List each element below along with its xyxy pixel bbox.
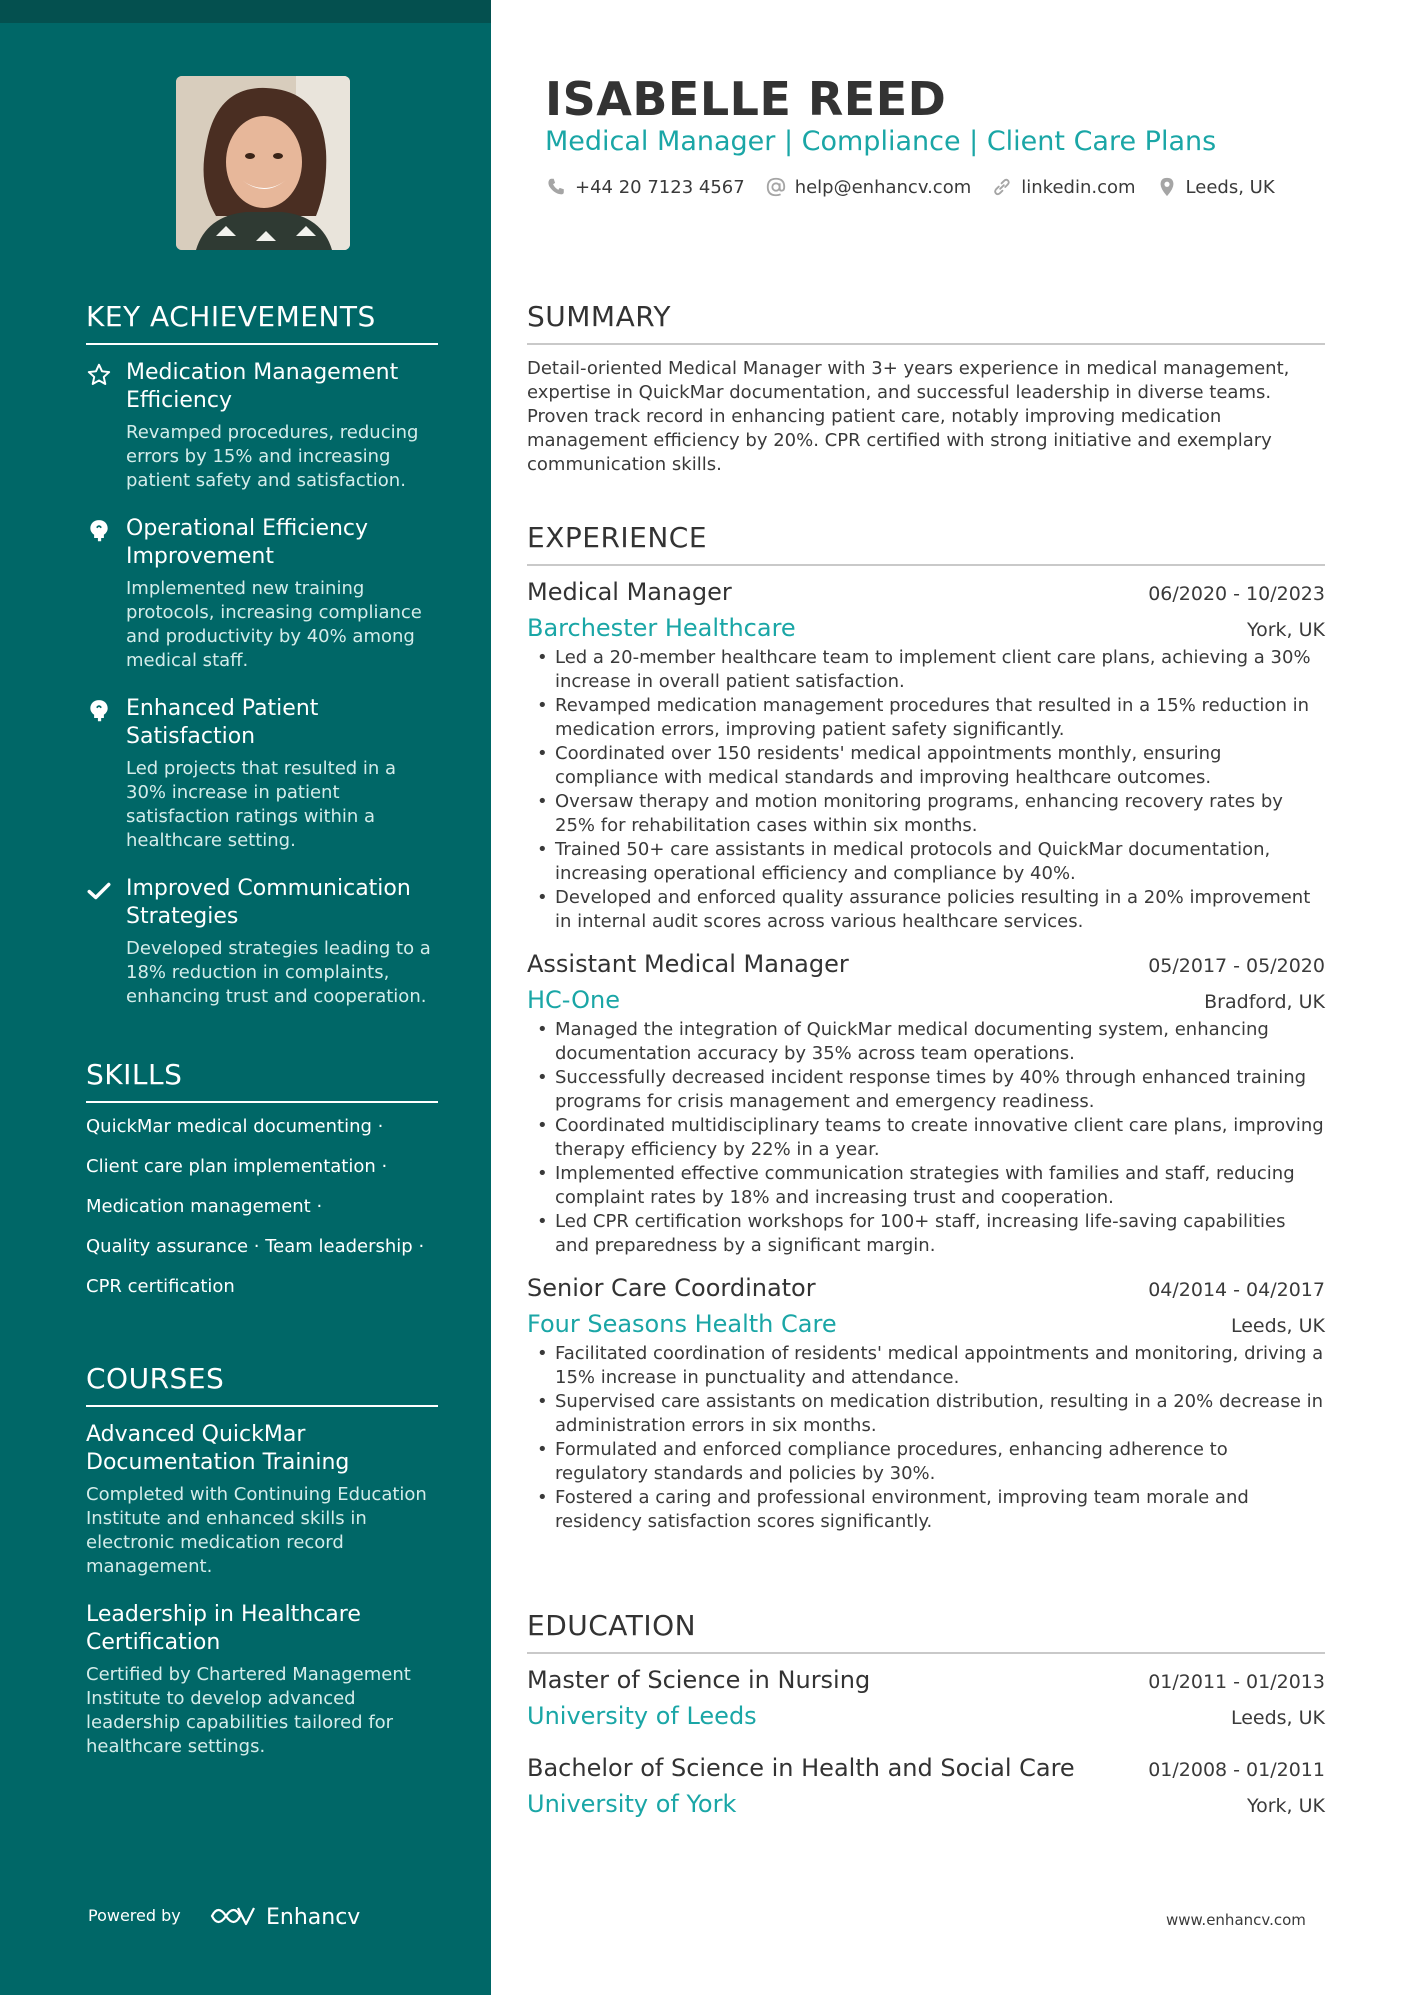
course-title: Leadership in Healthcare Certification bbox=[86, 1602, 361, 1655]
courses-section bbox=[86, 1362, 438, 1759]
achievement-desc: Revamped procedures, reducing errors by 15% and increasing patient safety and satisfaction. bbox=[126, 422, 419, 491]
achievement-item bbox=[86, 515, 438, 673]
contact-linkedin[interactable] bbox=[991, 176, 1135, 198]
contact-linkedin-text: linkedin.com bbox=[1021, 176, 1136, 198]
achievements-title: KEY ACHIEVEMENTS bbox=[86, 300, 438, 345]
phone-icon bbox=[545, 176, 567, 198]
job-title: Senior Care Coordinator bbox=[527, 1274, 816, 1302]
job-bullet: • Developed and enforced quality assurance policies resulting in a 20% improvement in internal audit scores across various healthcare services. bbox=[527, 886, 1325, 934]
achievement-title: Improved Communication Strategies bbox=[126, 876, 411, 929]
job-bullet: • Coordinated over 150 residents' medical appointments monthly, ensuring compliance with medical standards and improving healthcare outcomes. bbox=[527, 742, 1325, 790]
summary-text: Detail-oriented Medical Manager with 3+ years experience in medical management, expertise in QuickMar documentation, and successful leadership in diverse teams. Proven track record in enhancing patient care, notably improving medication management efficiency by 20%. CPR certified with strong initiative and exemplary communication skills. bbox=[527, 358, 1290, 475]
experience-section bbox=[527, 521, 1325, 1534]
job-location: York, UK bbox=[1247, 619, 1325, 641]
job-location: Bradford, UK bbox=[1204, 991, 1325, 1013]
enhancv-brand-text: Enhancv bbox=[266, 1905, 361, 1930]
job-bullet: • Supervised care assistants on medication distribution, resulting in a 20% decrease in administration errors in six months. bbox=[527, 1390, 1325, 1438]
education-degree: Bachelor of Science in Health and Social Care bbox=[527, 1754, 1075, 1782]
candidate-name: ISABELLE REED bbox=[545, 72, 947, 126]
courses-title: COURSES bbox=[86, 1362, 438, 1407]
powered-by-label: Powered by bbox=[88, 1906, 181, 1925]
job-bullets bbox=[527, 1018, 1325, 1258]
achievement-title: Medication Management Efficiency bbox=[126, 360, 399, 413]
job-company: Barchester Healthcare bbox=[527, 614, 796, 642]
contact-email-text: help@enhancv.com bbox=[794, 176, 972, 198]
skill-line: Medication management · bbox=[86, 1196, 323, 1217]
skill-line: Quality assurance · Team leadership · bbox=[86, 1236, 425, 1257]
achievement-item bbox=[86, 695, 438, 853]
sidebar-top-bar bbox=[0, 0, 491, 23]
job-bullets bbox=[527, 1342, 1325, 1534]
achievements-section bbox=[86, 300, 438, 1009]
achievement-item bbox=[86, 359, 438, 493]
course-title: Advanced QuickMar Documentation Training bbox=[86, 1422, 350, 1475]
check-icon bbox=[86, 878, 112, 904]
job-bullet: • Led CPR certification workshops for 100+ staff, increasing life-saving capabilities and preparedness by a significant margin. bbox=[527, 1210, 1325, 1258]
job-entry bbox=[527, 1272, 1325, 1534]
job-bullet: • Revamped medication management procedures that resulted in a 15% reduction in medication errors, improving patient safety significantly. bbox=[527, 694, 1325, 742]
job-title: Assistant Medical Manager bbox=[527, 950, 849, 978]
experience-title: EXPERIENCE bbox=[527, 521, 1325, 566]
education-title: EDUCATION bbox=[527, 1609, 1325, 1654]
job-entry bbox=[527, 948, 1325, 1258]
education-location: Leeds, UK bbox=[1230, 1707, 1325, 1729]
contact-email[interactable] bbox=[765, 176, 972, 198]
education-school: University of York bbox=[527, 1790, 737, 1818]
job-bullets bbox=[527, 646, 1325, 934]
job-bullet: • Led a 20-member healthcare team to implement client care plans, achieving a 30% increase in overall patient satisfaction. bbox=[527, 646, 1325, 694]
job-location: Leeds, UK bbox=[1230, 1315, 1325, 1337]
contact-location bbox=[1156, 176, 1275, 198]
contact-phone-text: +44 20 7123 4567 bbox=[575, 176, 745, 198]
lightbulb-icon bbox=[86, 698, 112, 724]
avatar bbox=[176, 76, 350, 250]
job-bullet: • Implemented effective communication strategies with families and staff, reducing complaint rates by 18% and increasing trust and cooperation. bbox=[527, 1162, 1325, 1210]
job-bullet: • Formulated and enforced compliance procedures, enhancing adherence to regulatory standards and policies by 30%. bbox=[527, 1438, 1325, 1486]
achievement-desc: Developed strategies leading to a 18% reduction in complaints, enhancing trust and cooperation. bbox=[126, 938, 431, 1007]
education-degree: Master of Science in Nursing bbox=[527, 1666, 871, 1694]
course-item bbox=[86, 1601, 438, 1759]
education-location: York, UK bbox=[1247, 1795, 1325, 1817]
link-icon bbox=[991, 176, 1013, 198]
job-bullet: • Successfully decreased incident response times by 40% through enhanced training programs for crisis management and emergency readiness. bbox=[527, 1066, 1325, 1114]
education-dates: 01/2008 - 01/2011 bbox=[1148, 1759, 1325, 1781]
headline: Medical Manager | Compliance | Client Care Plans bbox=[545, 126, 1217, 157]
job-bullet: • Fostered a caring and professional environment, improving team morale and residency satisfaction scores significantly. bbox=[527, 1486, 1325, 1534]
course-desc: Certified by Chartered Management Institute to develop advanced leadership capabilities tailored for healthcare settings. bbox=[86, 1664, 411, 1757]
skill-line: QuickMar medical documenting · bbox=[86, 1116, 384, 1137]
job-bullet: • Coordinated multidisciplinary teams to create innovative client care plans, improving therapy efficiency by 22% in a year. bbox=[527, 1114, 1325, 1162]
job-bullet: • Facilitated coordination of residents' medical appointments and monitoring, driving a 15% increase in punctuality and attendance. bbox=[527, 1342, 1325, 1390]
job-title: Medical Manager bbox=[527, 578, 732, 606]
course-item bbox=[86, 1421, 438, 1579]
skill-line: Client care plan implementation · bbox=[86, 1156, 388, 1177]
contact-phone[interactable] bbox=[545, 176, 745, 198]
job-company: HC-One bbox=[527, 986, 620, 1014]
contact-location-text: Leeds, UK bbox=[1185, 176, 1275, 198]
summary-title: SUMMARY bbox=[527, 300, 1325, 345]
footer-url[interactable]: www.enhancv.com bbox=[1166, 1911, 1306, 1929]
contact-bar bbox=[545, 176, 1275, 198]
skills-title: SKILLS bbox=[86, 1058, 438, 1103]
education-entry bbox=[527, 1664, 1325, 1732]
achievement-item bbox=[86, 875, 438, 1009]
job-dates: 06/2020 - 10/2023 bbox=[1148, 583, 1325, 605]
at-icon bbox=[765, 176, 787, 198]
education-entry bbox=[527, 1752, 1325, 1820]
achievement-desc: Implemented new training protocols, increasing compliance and productivity by 40% among medical staff. bbox=[126, 578, 422, 671]
lightbulb-icon bbox=[86, 518, 112, 544]
education-school: University of Leeds bbox=[527, 1702, 757, 1730]
job-bullet: • Trained 50+ care assistants in medical protocols and QuickMar documentation, increasing operational efficiency and compliance by 40%. bbox=[527, 838, 1325, 886]
job-dates: 04/2014 - 04/2017 bbox=[1148, 1279, 1325, 1301]
enhancv-logo[interactable] bbox=[208, 1896, 378, 1936]
job-dates: 05/2017 - 05/2020 bbox=[1148, 955, 1325, 977]
achievement-title: Operational Efficiency Improvement bbox=[126, 516, 369, 569]
job-entry bbox=[527, 576, 1325, 934]
job-bullet: • Oversaw therapy and motion monitoring programs, enhancing recovery rates by 25% for rehabilitation cases within six months. bbox=[527, 790, 1325, 838]
achievement-title: Enhanced Patient Satisfaction bbox=[126, 696, 319, 749]
job-bullet: • Managed the integration of QuickMar medical documenting system, enhancing documentation accuracy by 35% across team operations. bbox=[527, 1018, 1325, 1066]
education-section bbox=[527, 1609, 1325, 1820]
course-desc: Completed with Continuing Education Institute and enhanced skills in electronic medication record management. bbox=[86, 1484, 427, 1577]
star-icon bbox=[86, 362, 112, 388]
location-icon bbox=[1156, 176, 1178, 198]
education-dates: 01/2011 - 01/2013 bbox=[1148, 1671, 1325, 1693]
achievement-desc: Led projects that resulted in a 30% increase in patient satisfaction ratings within a healthcare setting. bbox=[126, 758, 397, 851]
summary-section bbox=[527, 300, 1325, 477]
job-company: Four Seasons Health Care bbox=[527, 1310, 837, 1338]
skill-line: CPR certification bbox=[86, 1276, 235, 1297]
skills-section bbox=[86, 1058, 438, 1299]
